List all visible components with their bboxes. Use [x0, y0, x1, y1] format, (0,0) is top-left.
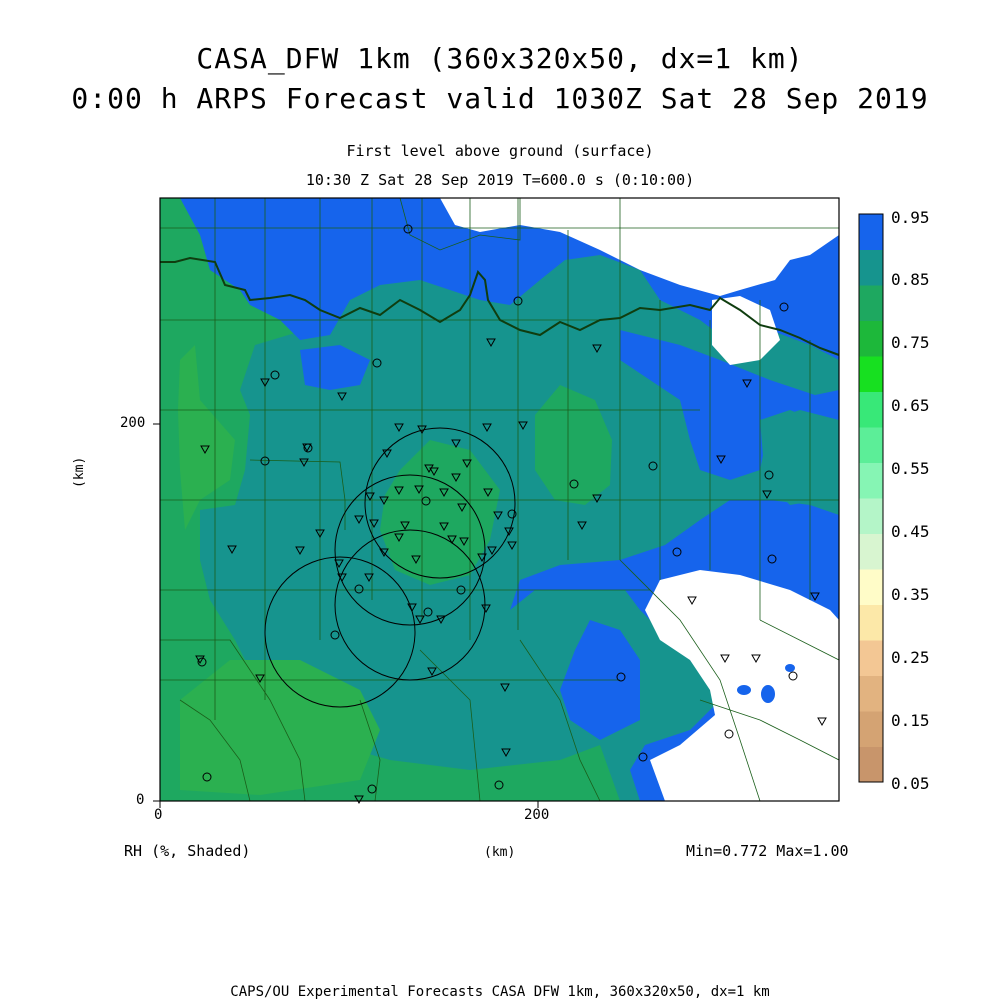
colorbar-segment: [859, 427, 883, 463]
colorbar-segment: [859, 463, 883, 499]
colorbar-label: 0.45: [891, 522, 930, 541]
colorbar-segment: [859, 640, 883, 676]
rh-blue-patch-2: [737, 685, 751, 695]
colorbar-segment: [859, 392, 883, 428]
x-tick-label-0: 0: [154, 807, 163, 823]
colorbar-segment: [859, 605, 883, 641]
y-axis-label: (km): [72, 456, 87, 488]
map-subtitle-time: 10:30 Z Sat 28 Sep 2019 T=600.0 s (0:10:00): [305, 171, 695, 189]
colorbar-segment: [859, 569, 883, 605]
colorbar-label: 0.05: [891, 774, 930, 793]
colorbar-segment: [859, 214, 883, 250]
colorbar-label: 0.25: [891, 648, 930, 667]
colorbar-segment: [859, 250, 883, 286]
colorbar-label: 0.85: [891, 270, 930, 289]
colorbar: [859, 214, 883, 783]
field-label: RH (%, Shaded): [124, 842, 251, 860]
rh-shaded-field: [160, 198, 839, 801]
colorbar-segment: [859, 285, 883, 321]
map-title-line2: 0:00 h ARPS Forecast valid 1030Z Sat 28 Sep 2019: [71, 82, 929, 115]
colorbar-segment: [859, 498, 883, 534]
colorbar-label: 0.95: [891, 208, 930, 227]
colorbar-segment: [859, 534, 883, 570]
colorbar-label: 0.75: [891, 333, 930, 352]
map-subtitle-level: First level above ground (surface): [346, 142, 654, 160]
colorbar-segment: [859, 321, 883, 357]
colorbar-label: 0.65: [891, 396, 930, 415]
colorbar-label: 0.35: [891, 585, 930, 604]
colorbar-label: 0.15: [891, 711, 930, 730]
y-tick-label-200: 200: [120, 415, 146, 431]
map-title-line1: CASA_DFW 1km (360x320x50, dx=1 km): [196, 42, 804, 75]
colorbar-segment: [859, 676, 883, 712]
rh-blue-patch-1: [761, 685, 775, 703]
x-tick-label-200: 200: [524, 807, 550, 823]
y-tick-label-0: 0: [136, 792, 145, 808]
min-max-readout: Min=0.772 Max=1.00: [686, 842, 849, 860]
x-axis-label: (km): [484, 845, 516, 860]
colorbar-segment: [859, 747, 883, 783]
footer-credit: CAPS/OU Experimental Forecasts CASA DFW 1km, 360x320x50, dx=1 km: [230, 984, 770, 1000]
colorbar-segment: [859, 356, 883, 392]
colorbar-segment: [859, 711, 883, 747]
colorbar-label: 0.55: [891, 459, 930, 478]
rh-blue-patch-3: [785, 664, 795, 672]
